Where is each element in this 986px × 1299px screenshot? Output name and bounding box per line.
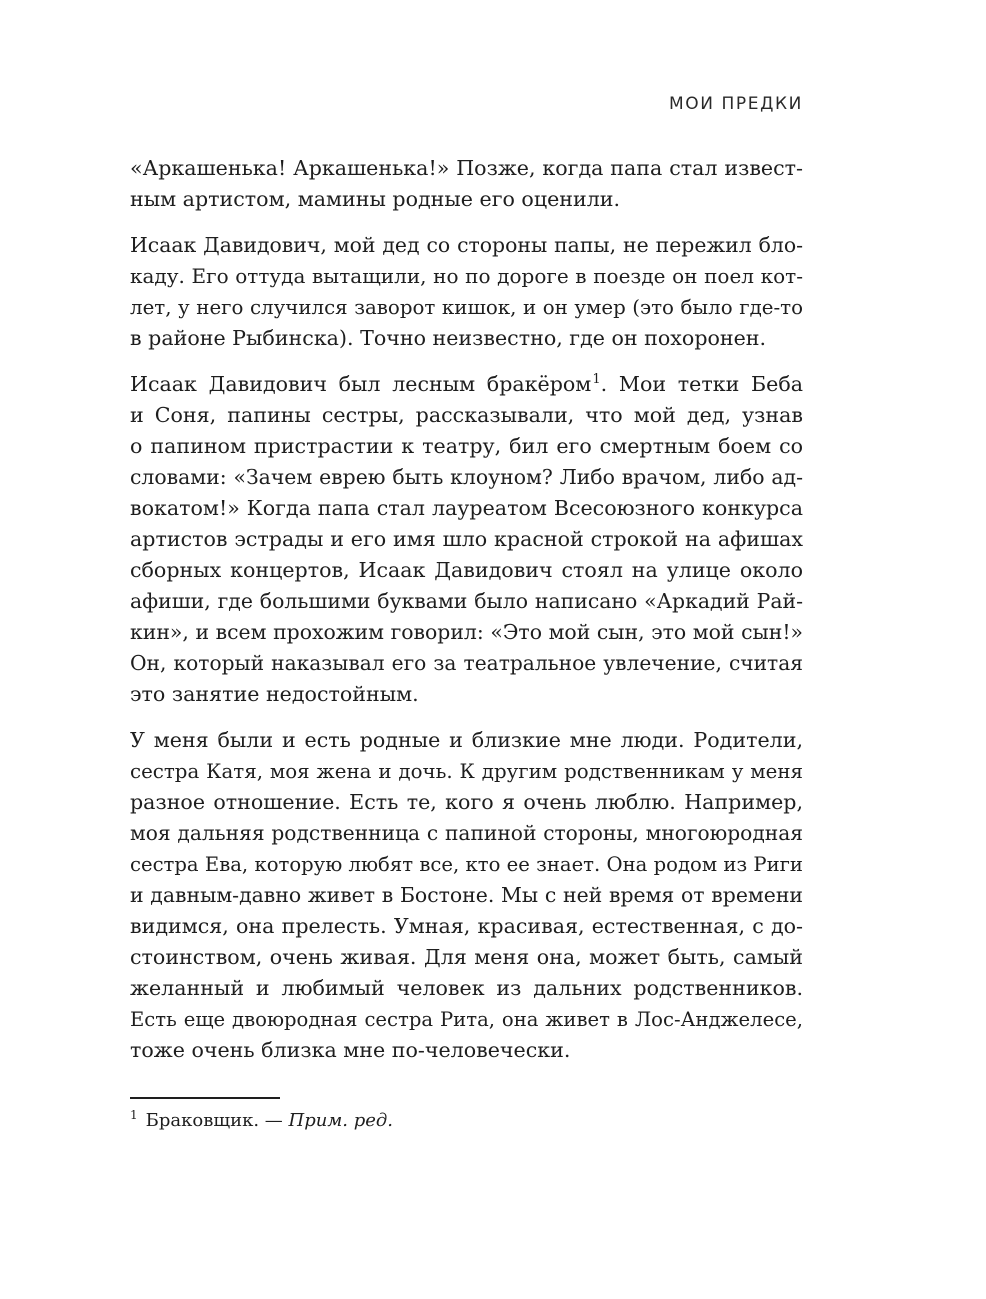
text-line: желанный и любимый человек из дальних родственников.	[130, 976, 803, 1000]
text-fragment: Исаак Давидович был лесным бракёром	[130, 372, 592, 396]
text-line: сборных концертов, Исаак Давидович стоял на улице около	[130, 558, 803, 582]
text-line: словами: «Зачем еврею быть клоуном? Либо врачом, либо ад-	[130, 465, 803, 489]
footnote-editor-note: Прим. ред.	[288, 1110, 393, 1131]
text-line: ным артистом, мамины родные его оценили.	[130, 187, 621, 211]
text-line: «Аркашенька! Аркашенька!» Позже, когда папа стал извест-	[130, 156, 803, 180]
text-line: каду. Его оттуда вытащили, но по дороге в поезде он поел кот-	[130, 264, 803, 288]
body-text	[130, 153, 803, 1081]
text-line: в районе Рыбинска). Точно неизвестно, где он похоронен.	[130, 326, 767, 350]
text-line: это занятие недостойным.	[130, 682, 419, 706]
text-line: видимся, она прелесть. Умная, красивая, естественная, с до-	[130, 914, 803, 938]
text-line: и Соня, папины сестры, рассказывали, что мой дед, узнав	[130, 403, 803, 427]
paragraph-2	[130, 230, 803, 354]
text-line: кин», и всем прохожим говорил: «Это мой сын, это мой сын!»	[130, 620, 803, 644]
text-line: и давным-давно живет в Бостоне. Мы с ней время от времени	[130, 883, 803, 907]
paragraph-1	[130, 153, 803, 215]
text-line: лет, у него случился заворот кишок, и он умер (это было где-то	[130, 296, 803, 319]
text-line: разное отношение. Есть те, кого я очень люблю. Например,	[130, 790, 803, 814]
text-line-with-footnote	[130, 369, 803, 400]
text-line: Он, который наказывал его за театральное увлечение, считая	[130, 651, 803, 675]
text-line: афиши, где большими буквами было написано «Аркадий Рай-	[130, 589, 803, 613]
text-line: вокатом!» Когда папа стал лауреатом Всесоюзного конкурса	[130, 496, 803, 520]
footnote	[130, 1108, 393, 1135]
paragraph-3	[130, 369, 803, 710]
footnote-separator	[130, 1097, 280, 1099]
text-fragment: . Мои тетки Беба	[600, 372, 803, 396]
text-line: стоинством, очень живая. Для меня она, может быть, самый	[130, 945, 803, 969]
footnote-reference: 1	[592, 372, 601, 387]
text-line: Исаак Давидович, мой дед со стороны папы, не пережил бло-	[130, 233, 803, 257]
text-line: Есть еще двоюродная сестра Рита, она живет в Лос-Анджелесе,	[130, 1008, 803, 1031]
footnote-number: 1	[130, 1108, 138, 1122]
text-line: сестра Ева, которую любят все, кто ее знает. Она родом из Риги	[130, 853, 803, 876]
footnote-text: Браковщик. —	[145, 1110, 283, 1131]
running-head: МОИ ПРЕДКИ	[668, 94, 803, 114]
text-line: У меня были и есть родные и близкие мне люди. Родители,	[130, 728, 803, 752]
paragraph-4	[130, 725, 803, 1066]
text-line: моя дальняя родственница с папиной стороны, многоюродная	[130, 821, 803, 845]
text-line: тоже очень близка мне по-человечески.	[130, 1038, 571, 1062]
text-line: о папином пристрастии к театру, бил его смертным боем со	[130, 434, 803, 458]
text-line: артистов эстрады и его имя шло красной строкой на афишах	[130, 527, 803, 551]
text-line: сестра Катя, моя жена и дочь. К другим родственникам у меня	[130, 760, 803, 783]
